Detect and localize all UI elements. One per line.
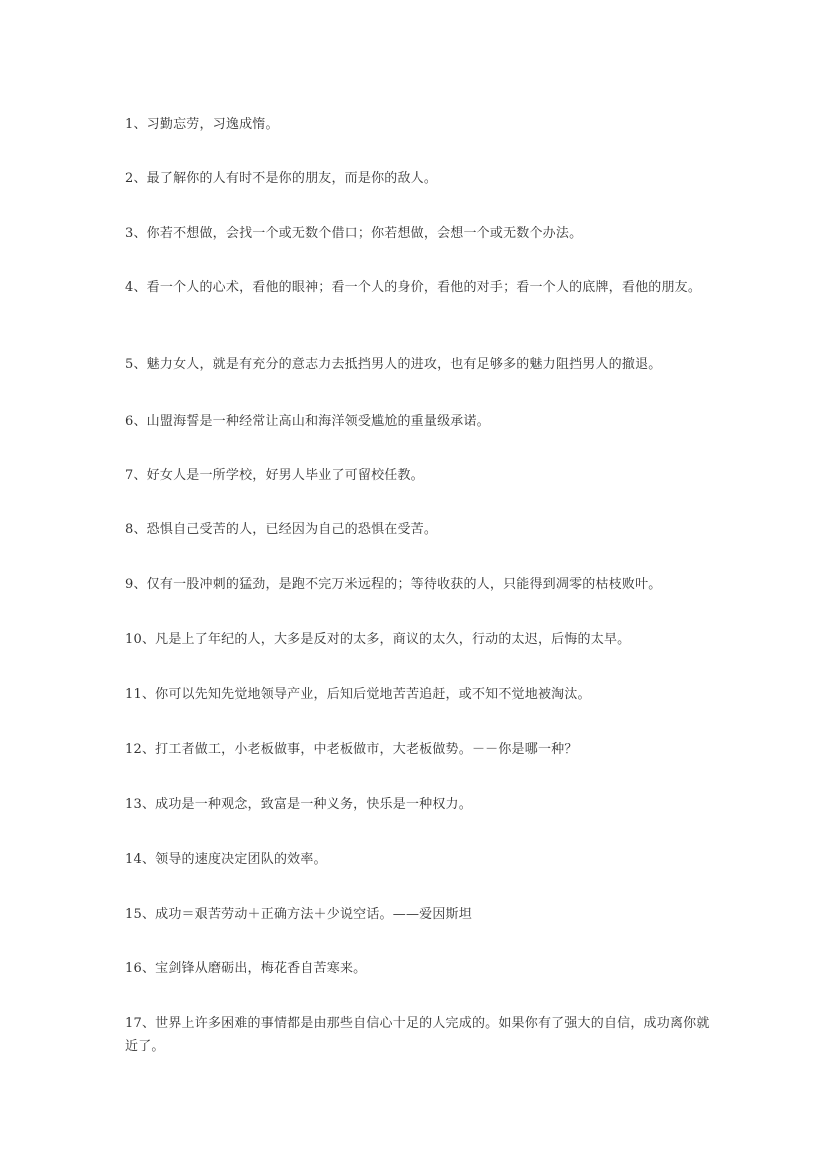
quote-1: 1、习勤忘劳，习逸成惰。: [125, 117, 279, 132]
quote-13: 13、成功是一种观念，致富是一种义务，快乐是一种权力。: [125, 797, 472, 812]
quote-11: 11、你可以先知先觉地领导产业，后知后觉地苦苦追赶，或不知不觉地被淘汰。: [125, 687, 591, 702]
quote-6: 6、山盟海誓是一种经常让高山和海洋领受尴尬的重量级承诺。: [125, 414, 490, 429]
quote-4: 4、看一个人的心术，看他的眼神；看一个人的身价，看他的对手；看一个人的底牌，看他的朋友。: [125, 280, 702, 295]
quote-8: 8、恐惧自己受苦的人，已经因为自己的恐惧在受苦。: [125, 522, 438, 537]
quote-12: 12、打工者做工，小老板做事，中老板做市，大老板做势。－－你是哪一种？: [125, 742, 578, 757]
quote-2: 2、最了解你的人有时不是你的朋友，而是你的敌人。: [125, 171, 438, 186]
quote-15: 15、成功＝艰苦劳动＋正确方法＋少说空话。——爱因斯坦: [125, 907, 472, 922]
quote-14: 14、领导的速度决定团队的效率。: [125, 852, 327, 867]
quote-16: 16、宝剑锋从磨砺出，梅花香自苦寒来。: [125, 961, 367, 976]
quote-7: 7、好女人是一所学校，好男人毕业了可留校任教。: [125, 468, 424, 483]
quote-5: 5、魅力女人，就是有充分的意志力去抵挡男人的进攻，也有足够多的魅力阻挡男人的撤退。: [125, 357, 662, 372]
quote-10: 10、凡是上了年纪的人，大多是反对的太多，商议的太久，行动的太迟，后悔的太早。: [125, 632, 631, 647]
quote-9: 9、仅有一股冲刺的猛劲，是跑不完万米远程的；等待收获的人，只能得到凋零的枯枝败叶。: [125, 577, 662, 592]
quote-3: 3、你若不想做，会找一个或无数个借口；你若想做，会想一个或无数个办法。: [125, 226, 583, 241]
quote-17: 17、世界上许多困难的事情都是由那些自信心十足的人完成的。如果你有了强大的自信，成功离你就近了。: [125, 1016, 710, 1054]
